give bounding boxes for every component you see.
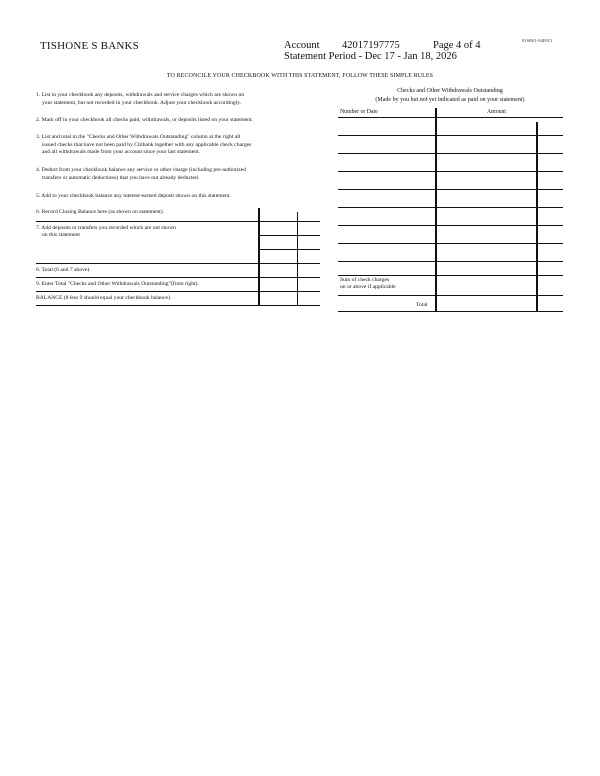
outstanding-subtitle: (Made by you but not yet indicated as paid on your statement) [375,97,525,103]
step-6-label: 6. Record Closing Balance here (as shown on statement). [36,209,165,215]
step-3-line-2: issued checks that have not been paid by Citibank together with any applicable check charges [42,141,252,148]
rule-line [36,263,320,264]
rule-line [36,277,320,278]
rule-line [338,117,563,118]
rule-line [36,291,320,292]
rule-line [338,171,563,172]
rule-line [338,311,563,312]
rule-line [297,212,298,306]
rule-line [338,153,563,154]
step-4-line-1: 4. Deduct from your checkbook balance any service or other charge (including pre-authorized [36,167,247,173]
rule-line [536,122,538,312]
step-5-line-1: 5. Add to your checkbook balance any interest-earned deposit shown on this statement. [36,193,231,199]
rule-line [36,305,320,306]
col-amount-header: Amount [487,109,507,115]
step-8-label: 8. Total (6 and 7 above). [36,267,91,273]
statement-period: Statement Period - Dec 17 - Jan 18, 2026 [284,51,457,62]
rule-line [338,135,563,136]
account-label: Account [284,40,320,51]
step-7-label-2: on this statement [42,232,80,238]
instruction-step-1 [36,92,328,107]
reconcile-heading: TO RECONCILE YOUR CHECKBOOK WITH THIS STATEMENT, FOLLOW THESE SIMPLE RULES [166,73,434,79]
step-9-label: 9. Enter Total "Checks and Other Withdrawals Outstanding"(from right). [36,281,199,287]
rule-line [36,221,320,222]
rule-line [338,295,563,296]
bank-name: TISHONE S BANKS [40,40,139,52]
sum-charges-label-1: Sum of check charges [340,277,390,283]
step-3-line-1: 3. List and total in the "Checks and Other Withdrawals Outstanding" column at the right all [36,134,241,140]
rule-line [338,225,563,226]
rule-line [338,189,563,190]
rule-line [258,249,320,250]
instruction-step-4 [36,167,328,182]
col-number-header: Number or Date [340,109,378,115]
total-label: Total [416,302,428,308]
step-2-line-1: 2. Mark off in your checkbook all checks paid, withdrawals, or deposits listed on your statement. [36,117,253,123]
account-number: 42017197775 [342,40,400,51]
sum-charges-label-2: on or above if applicable [340,284,396,290]
rule-line [338,275,563,276]
rule-line [338,243,563,244]
step-7-label-1: 7. Add deposits or transfers you recorded which are not shown [36,225,176,231]
instruction-step-2 [36,117,328,125]
rule-line [338,207,563,208]
outstanding-title: Checks and Other Withdrawals Outstanding [397,88,503,94]
instruction-step-3 [36,134,328,157]
rule-line [258,208,260,306]
instruction-step-5 [36,193,328,201]
step-4-line-2: transfers or automatic deductions) that you have not already deducted. [42,174,200,181]
rule-line [435,108,437,312]
step-3-line-3: and all withdrawals made from your account since your last statement. [42,149,200,155]
rule-line [258,235,320,236]
rule-line [338,261,563,262]
step-1-line-2: your statement, but not recorded in your checkbook. Adjust your checkbook accordingly. [42,99,242,106]
step-1-line-1: 1. List in your checkbook any deposits, withdrawals and service charges which are shown on [36,92,245,98]
page-number: Page 4 of 4 [433,40,481,51]
balance-label: BALANCE (8 less 9 should equal your checkbook balance). [36,295,172,301]
form-code: 01S0K1-04F013 [522,38,553,43]
